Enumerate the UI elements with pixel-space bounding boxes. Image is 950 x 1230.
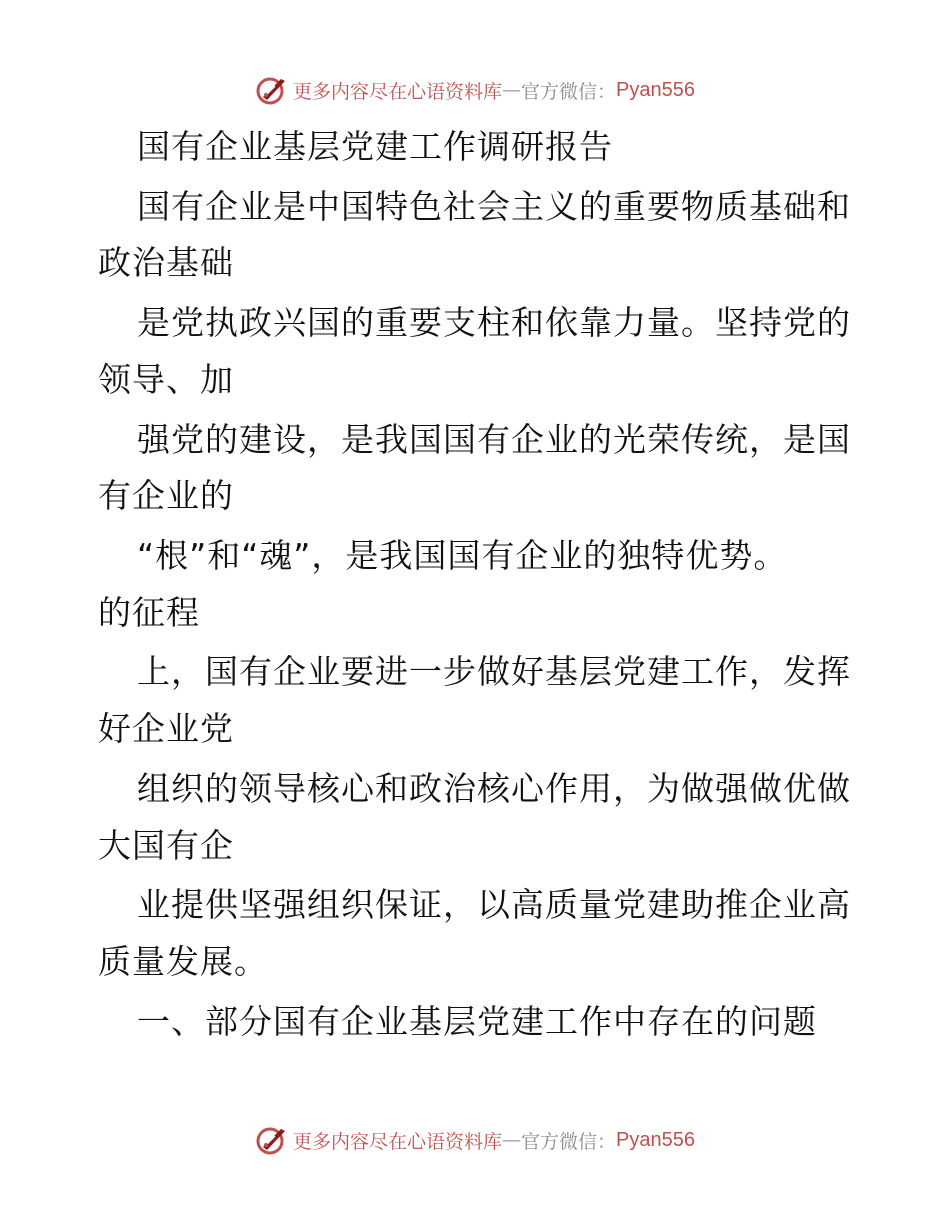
quill-pen-seal-icon	[255, 1123, 289, 1157]
paragraph-line: 业提供坚强组织保证，以高质量党建助推企业高	[137, 885, 851, 924]
watermark-text: 更多内容尽在心语资料库	[293, 1130, 503, 1153]
paragraph-line: 质量发展。	[98, 942, 268, 981]
watermark-wechat-label: 官方微信：	[521, 1130, 617, 1153]
footer-watermark	[0, 1120, 950, 1160]
document-title: 国有企业基层党建工作调研报告	[137, 127, 613, 166]
paragraph-line: 大国有企	[98, 826, 234, 865]
paragraph-line: 政治基础	[98, 243, 234, 282]
paragraph-line: 领导、加	[98, 360, 234, 399]
paragraph-line: 好企业党	[98, 709, 234, 748]
header-watermark	[0, 70, 950, 110]
section-heading: 一、部分国有企业基层党建工作中存在的问题	[137, 1002, 817, 1041]
watermark-text: 更多内容尽在心语资料库	[293, 80, 503, 103]
paragraph-line: 强党的建设，是我国国有企业的光荣传统，是国	[137, 420, 851, 459]
watermark-wechat-id: Pyan556	[616, 78, 695, 101]
paragraph-line: 的征程	[98, 593, 200, 632]
quill-pen-seal-icon	[255, 73, 289, 107]
paragraph-line: 国有企业是中国特色社会主义的重要物质基础和	[137, 187, 851, 226]
watermark-wechat-id: Pyan556	[616, 1128, 695, 1151]
paragraph-line: 是党执政兴国的重要支柱和依靠力量。坚持党的	[137, 303, 851, 342]
watermark-separator: —	[502, 79, 522, 101]
watermark-wechat-label: 官方微信：	[521, 80, 617, 103]
paragraph-line: “根”和“魂”，是我国国有企业的独特优势。	[137, 536, 788, 575]
paragraph-line: 有企业的	[98, 476, 234, 515]
watermark-separator: —	[502, 1129, 522, 1151]
paragraph-line: 上，国有企业要进一步做好基层党建工作，发挥	[137, 652, 851, 691]
paragraph-line: 组织的领导核心和政治核心作用，为做强做优做	[137, 769, 851, 808]
